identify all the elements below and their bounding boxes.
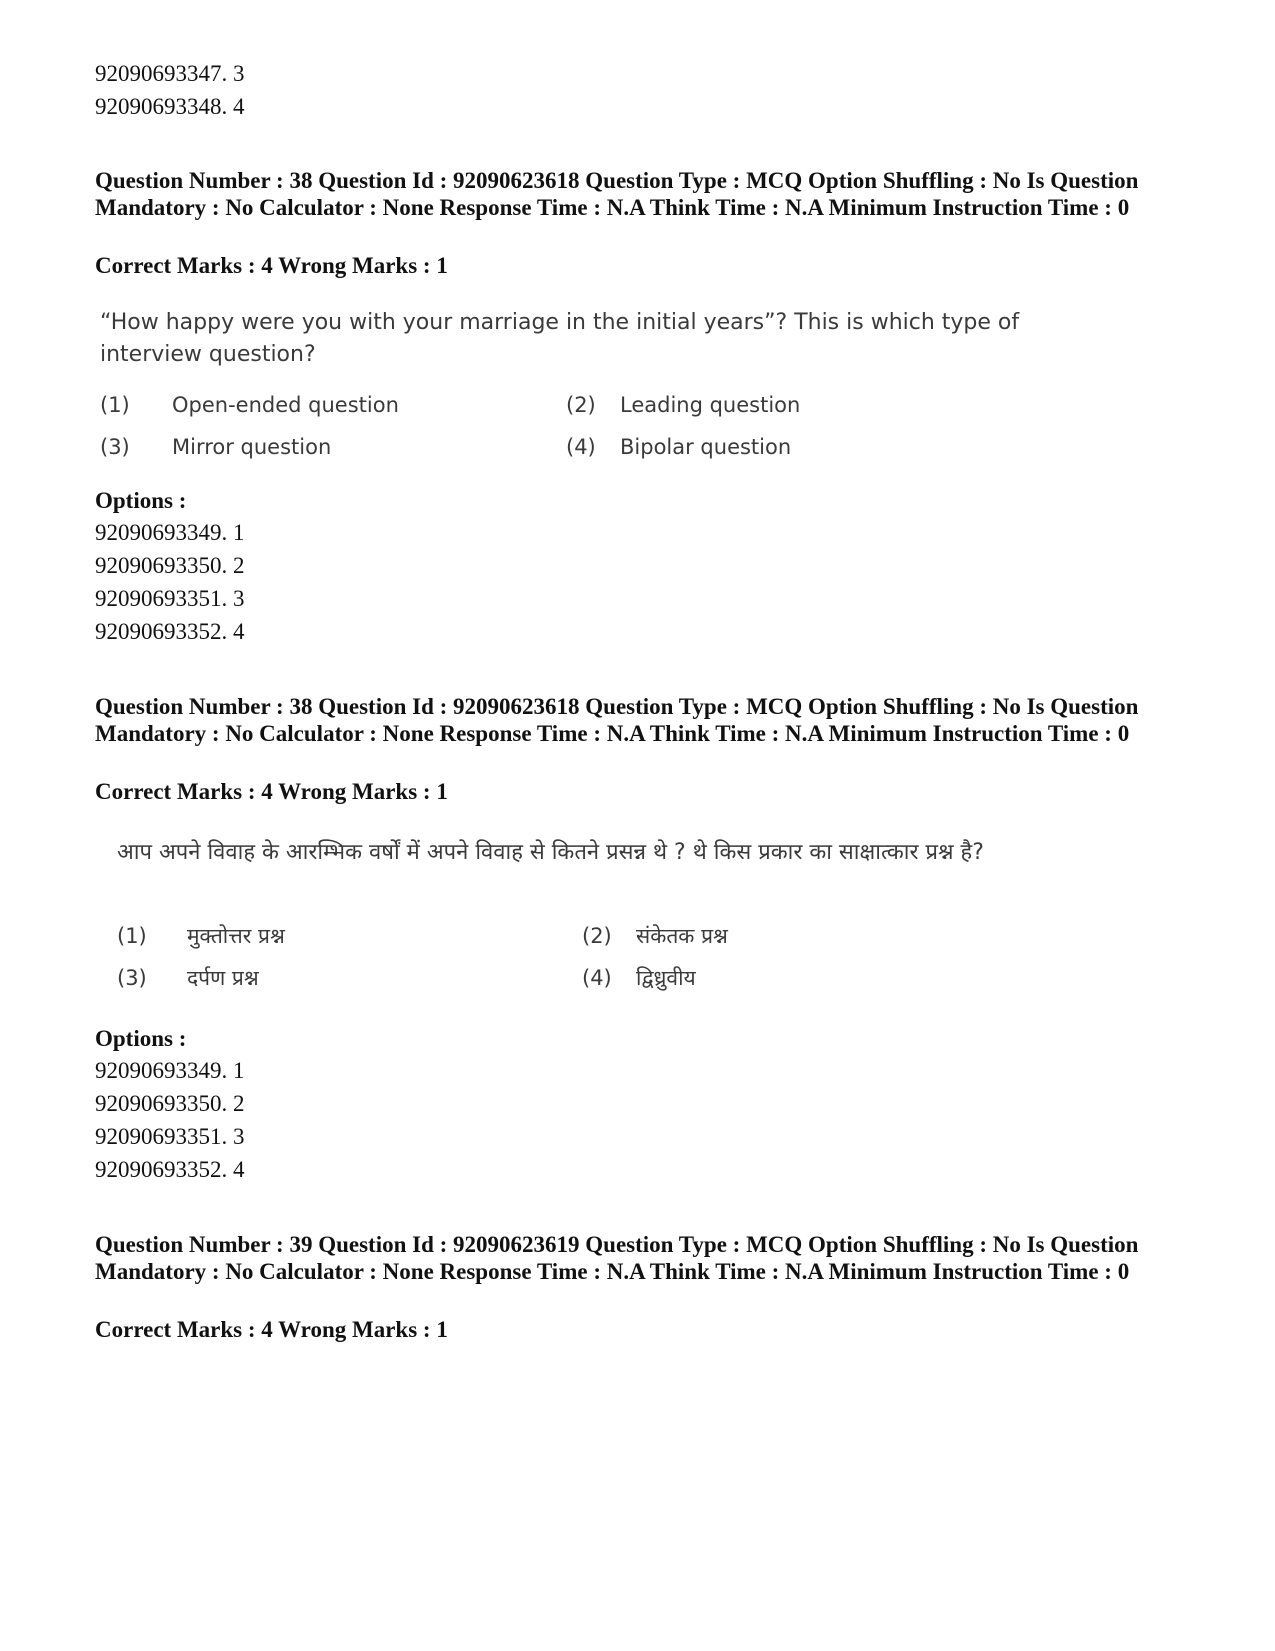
choice-number: (3) xyxy=(100,435,130,459)
choice-text: Mirror question xyxy=(172,435,332,459)
question-text: “How happy were you with your marriage in the initial years”? This is which type of interview question? xyxy=(100,310,1020,367)
question-meta: Question Number : 38 Question Id : 92090623618 Question Type : MCQ Option Shuffling : No Is Question Mandatory : No Calculator : None Response Time : N.A Think Time : N.A Minimum Instruction Time : 0 xyxy=(95,694,1139,746)
option-line: 92090693349. 1 xyxy=(95,1058,245,1083)
choice-text: Bipolar question xyxy=(620,435,792,459)
choice-text: मुक्तोत्तर प्रश्न xyxy=(187,924,285,948)
question-marks: Correct Marks : 4 Wrong Marks : 1 xyxy=(95,1317,448,1342)
options-heading: Options : xyxy=(95,1026,187,1051)
choice-text: द्विध्रुवीय xyxy=(636,966,696,990)
option-line: 92090693351. 3 xyxy=(95,1124,245,1149)
option-line: 92090693350. 2 xyxy=(95,553,245,578)
option-line: 92090693348. 4 xyxy=(95,94,245,119)
choice-number: (4) xyxy=(582,966,612,990)
option-line: 92090693352. 4 xyxy=(95,1157,245,1182)
option-line: 92090693347. 3 xyxy=(95,61,245,86)
choice-number: (1) xyxy=(100,393,130,417)
choice-number: (4) xyxy=(566,435,596,459)
choice-text: Open-ended question xyxy=(172,393,399,417)
question-meta: Question Number : 38 Question Id : 92090623618 Question Type : MCQ Option Shuffling : No Is Question Mandatory : No Calculator : None Response Time : N.A Think Time : N.A Minimum Instruction Time : 0 xyxy=(95,168,1139,220)
option-line: 92090693352. 4 xyxy=(95,619,245,644)
question-marks: Correct Marks : 4 Wrong Marks : 1 xyxy=(95,253,448,278)
choice-text: Leading question xyxy=(620,393,801,417)
question-marks: Correct Marks : 4 Wrong Marks : 1 xyxy=(95,779,448,804)
choice-text: संकेतक प्रश्न xyxy=(636,924,728,948)
question-text: आप अपने विवाह के आरम्भिक वर्षों में अपने विवाह से कितने प्रसन्न थे ? थे किस प्रकार का साक्षात्कार प्रश्न है? xyxy=(117,840,984,865)
choice-number: (2) xyxy=(566,393,596,417)
question-meta: Question Number : 39 Question Id : 92090623619 Question Type : MCQ Option Shuffling : No Is Question Mandatory : No Calculator : None Response Time : N.A Think Time : N.A Minimum Instruction Time : 0 xyxy=(95,1232,1139,1284)
choice-number: (1) xyxy=(117,924,147,948)
options-heading: Options : xyxy=(95,488,187,513)
option-line: 92090693349. 1 xyxy=(95,520,245,545)
option-line: 92090693350. 2 xyxy=(95,1091,245,1116)
choice-number: (3) xyxy=(117,966,147,990)
choice-number: (2) xyxy=(582,924,612,948)
option-line: 92090693351. 3 xyxy=(95,586,245,611)
choice-text: दर्पण प्रश्न xyxy=(187,966,259,990)
